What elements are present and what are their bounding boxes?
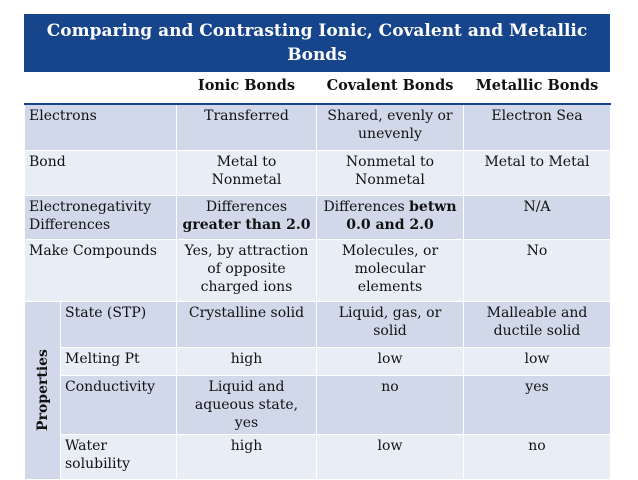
cell-metallic: Malleable and ductile solid	[464, 301, 611, 347]
row-electrons	[25, 104, 611, 150]
cell-metallic: Electron Sea	[464, 104, 611, 150]
row-label: Electronegativity Differences	[25, 195, 177, 239]
cell-ionic: Differences greater than 2.0	[177, 195, 317, 239]
cell-covalent: Molecules, or molecular elements	[317, 239, 464, 301]
cell-metallic: N/A	[464, 195, 611, 239]
properties-side-cell	[25, 301, 61, 479]
cell-covalent: Differences betwn 0.0 and 2.0	[317, 195, 464, 239]
properties-label: Properties	[34, 349, 51, 431]
row-label: Water solubility	[61, 434, 177, 479]
row-label: Conductivity	[61, 375, 177, 434]
row-state	[25, 301, 611, 347]
cell-ionic: Metal to Nonmetal	[177, 150, 317, 195]
cell-metallic: yes	[464, 375, 611, 434]
header-covalent: Covalent Bonds	[317, 73, 464, 105]
cell-covalent: Shared, evenly or unevenly	[317, 104, 464, 150]
row-electronegativity	[25, 195, 611, 239]
title-line-1: Comparing and Contrasting Ionic, Covalent and Metallic	[46, 21, 588, 41]
cell-covalent: low	[317, 347, 464, 375]
cell-metallic: no	[464, 434, 611, 479]
row-melting	[25, 347, 611, 375]
cell-ionic: high	[177, 434, 317, 479]
cell-ionic: Liquid and aqueous state, yes	[177, 375, 317, 434]
row-label: State (STP)	[61, 301, 177, 347]
title-line-2: Bonds	[287, 45, 347, 65]
header-row	[25, 73, 611, 105]
header-blank	[25, 73, 177, 105]
slide-title	[24, 14, 610, 72]
cell-metallic: low	[464, 347, 611, 375]
row-conductivity	[25, 375, 611, 434]
row-label: Melting Pt	[61, 347, 177, 375]
cell-covalent: no	[317, 375, 464, 434]
header-ionic: Ionic Bonds	[177, 73, 317, 105]
header-metallic: Metallic Bonds	[464, 73, 611, 105]
cell-covalent: low	[317, 434, 464, 479]
cell-ionic: high	[177, 347, 317, 375]
cell-ionic: Yes, by attraction of opposite charged ions	[177, 239, 317, 301]
row-label: Electrons	[25, 104, 177, 150]
row-label: Make Compounds	[25, 239, 177, 301]
cell-covalent: Nonmetal to Nonmetal	[317, 150, 464, 195]
row-label: Bond	[25, 150, 177, 195]
row-make-compounds	[25, 239, 611, 301]
row-bond	[25, 150, 611, 195]
cell-metallic: Metal to Metal	[464, 150, 611, 195]
cell-covalent: Liquid, gas, or solid	[317, 301, 464, 347]
cell-ionic: Transferred	[177, 104, 317, 150]
cell-metallic: No	[464, 239, 611, 301]
cell-ionic: Crystalline solid	[177, 301, 317, 347]
row-water-solubility	[25, 434, 611, 479]
comparison-table	[24, 72, 611, 480]
